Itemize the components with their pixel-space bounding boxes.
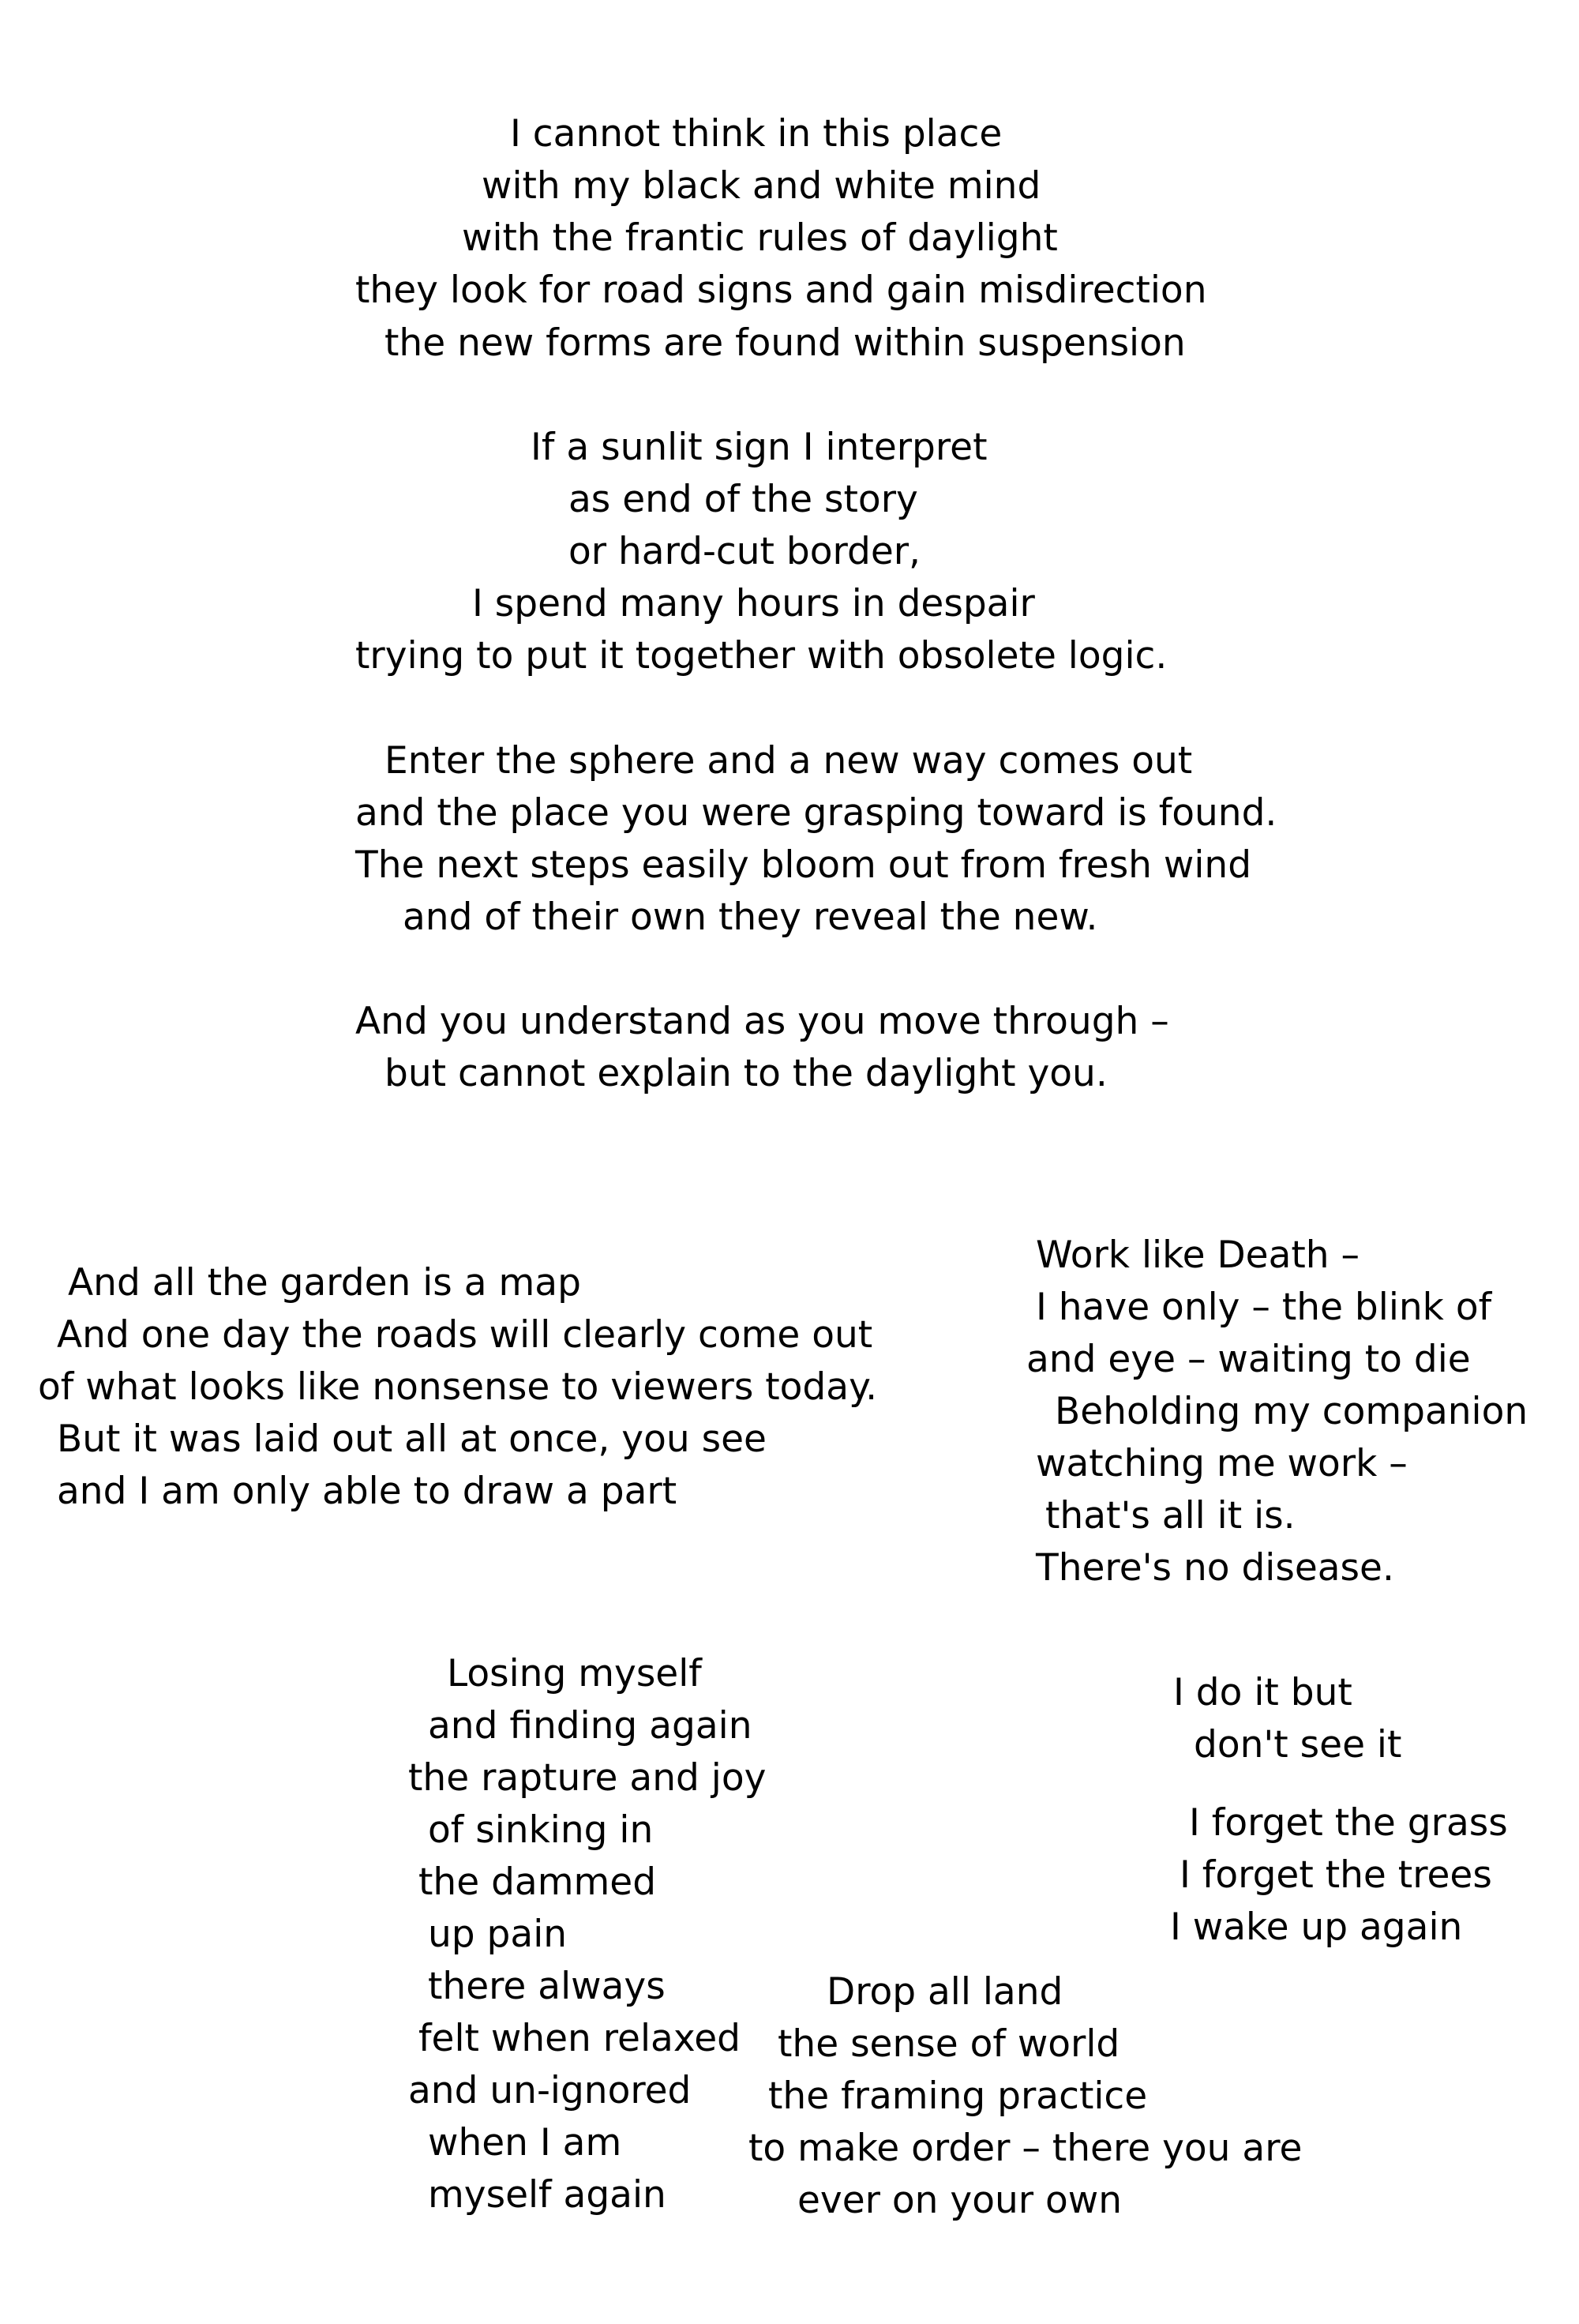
poem-line: the new forms are found within suspension <box>384 321 1186 365</box>
poem-line: or hard-cut border, <box>568 530 921 573</box>
poem-line: up pain <box>428 1913 568 1956</box>
poem-line: Enter the sphere and a new way comes out <box>384 739 1193 783</box>
poem-line: But it was laid out all at once, you see <box>57 1417 767 1461</box>
poem-line: Beholding my companion <box>1055 1390 1528 1433</box>
poem-line: Drop all land <box>827 1970 1063 2014</box>
poem-line: Work like Death – <box>1036 1233 1360 1277</box>
poem-line: don't see it <box>1194 1723 1402 1766</box>
poem-line: I do it but <box>1173 1671 1352 1714</box>
poem-line: myself again <box>428 2173 666 2217</box>
poem-line: And you understand as you move through – <box>355 1000 1169 1043</box>
poem-line: the sense of world <box>778 2022 1120 2066</box>
poem-line: with the frantic rules of daylight <box>462 216 1058 260</box>
poem-line: and un-ignored <box>408 2069 692 2112</box>
poem-line: of sinking in <box>428 1808 654 1852</box>
poem-line: I forget the grass <box>1189 1801 1508 1845</box>
poem-line: I have only – the blink of <box>1036 1286 1492 1329</box>
poem-line: watching me work – <box>1036 1442 1408 1485</box>
poem-line: I spend many hours in despair <box>472 582 1035 625</box>
poem-line: and the place you were grasping toward is found. <box>355 791 1277 835</box>
poem-line: as end of the story <box>568 478 918 521</box>
poem-line: and eye – waiting to die <box>1026 1338 1471 1381</box>
poem-line: felt when relaxed <box>418 2017 741 2060</box>
poem-line: that's all it is. <box>1045 1494 1296 1537</box>
poem-line: the framing practice <box>768 2074 1148 2118</box>
poem-line: and finding again <box>428 1704 752 1748</box>
poem-line: there always <box>428 1965 666 2008</box>
poem-line: I forget the trees <box>1180 1853 1492 1897</box>
poem-line: the dammed <box>418 1860 657 1904</box>
poem-line: ever on your own <box>797 2179 1122 2222</box>
poem-line: the rapture and joy <box>408 1756 767 1800</box>
poem-line: trying to put it together with obsolete logic. <box>355 634 1168 678</box>
poem-line: And one day the roads will clearly come out <box>57 1313 873 1357</box>
poem-line: and of their own they reveal the new. <box>403 895 1098 939</box>
poem-line: I wake up again <box>1170 1905 1463 1949</box>
poem-line: but cannot explain to the daylight you. <box>384 1052 1108 1095</box>
poem-line: Losing myself <box>447 1652 702 1695</box>
poem-line: If a sunlit sign I interpret <box>531 426 988 469</box>
poem-line: of what looks like nonsense to viewers today. <box>38 1365 878 1409</box>
poem-line: I cannot think in this place <box>510 112 1003 156</box>
poem-line: when I am <box>428 2121 622 2164</box>
poem-line: and I am only able to draw a part <box>57 1470 677 1513</box>
poem-line: to make order – there you are <box>748 2127 1303 2170</box>
poem-line: The next steps easily bloom out from fresh wind <box>355 843 1252 887</box>
poem-line: And all the garden is a map <box>68 1261 581 1305</box>
poem-line: There's no disease. <box>1036 1546 1394 1590</box>
poem-line: they look for road signs and gain misdirection <box>355 268 1207 312</box>
poem-line: with my black and white mind <box>482 164 1041 208</box>
